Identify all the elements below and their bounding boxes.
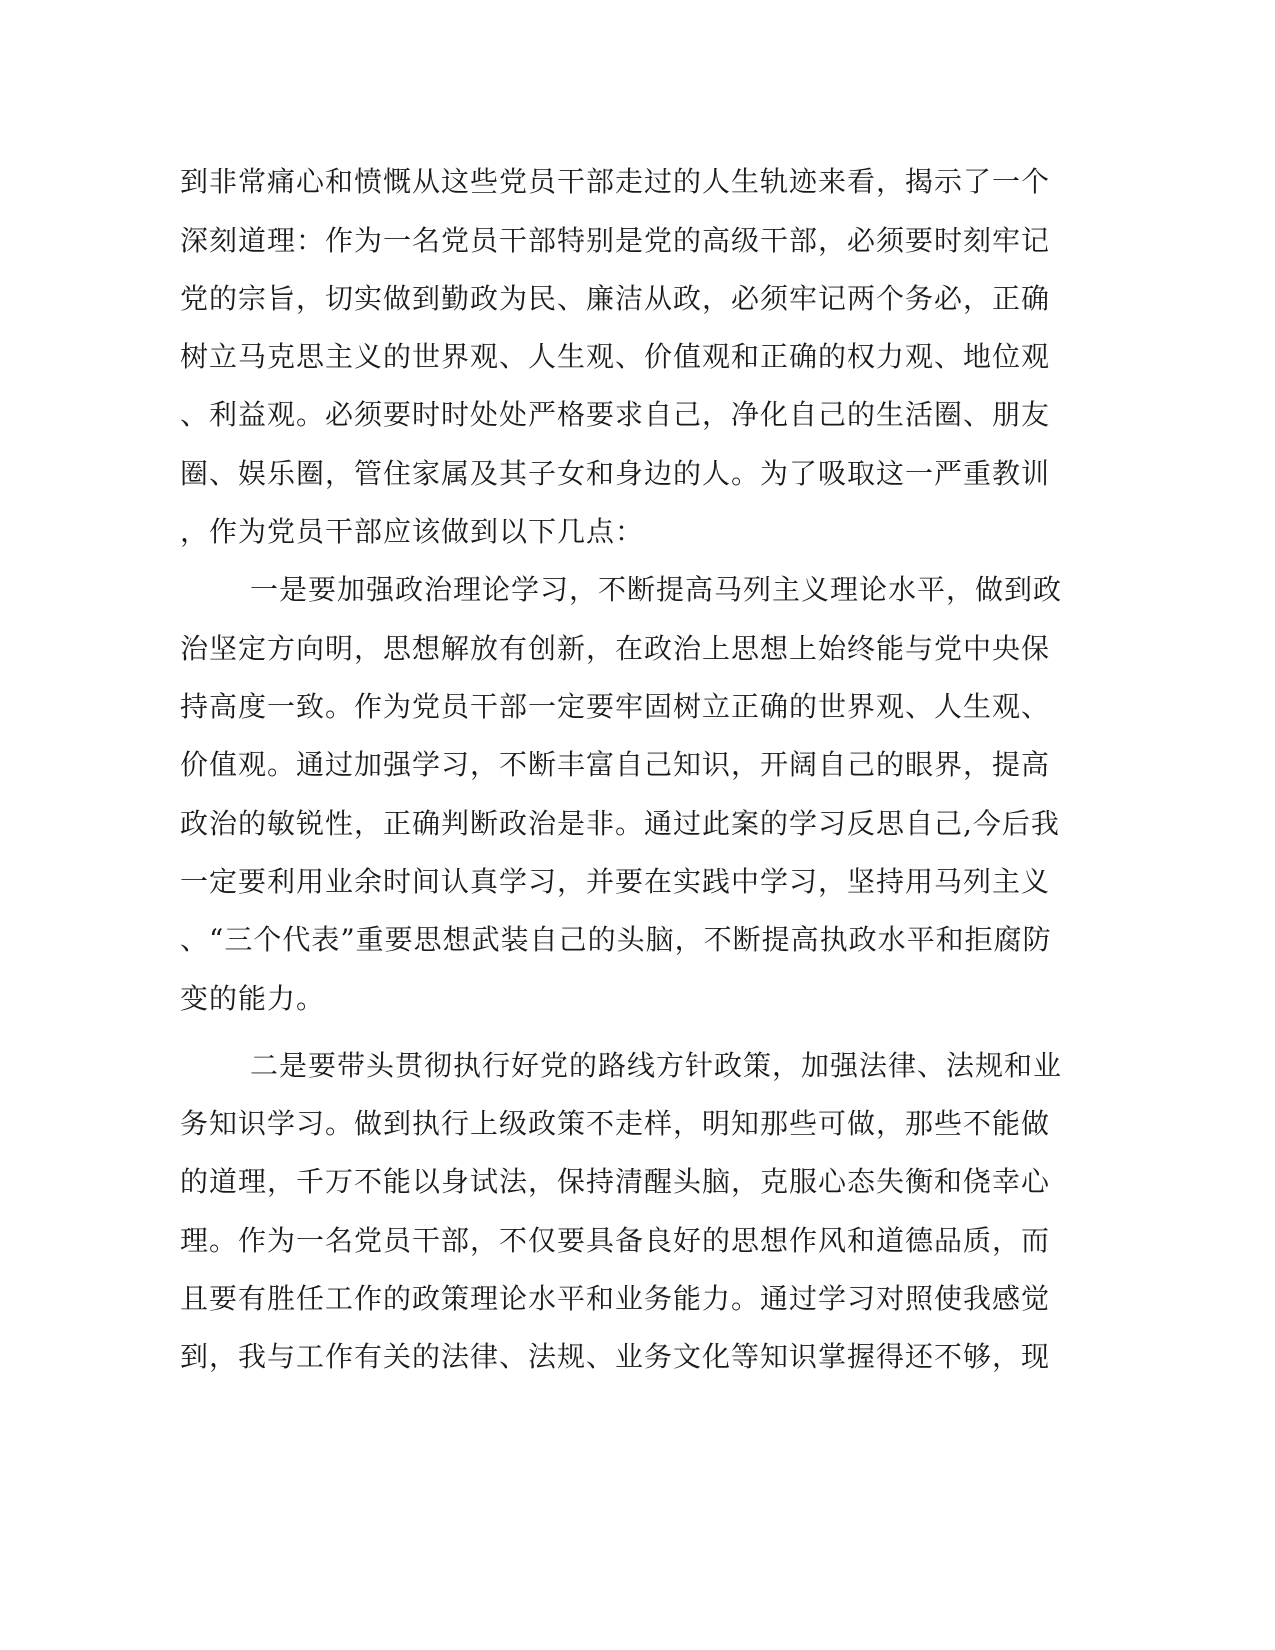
text-line: 价值观。通过加强学习，不断丰富自己知识，开阔自己的眼界，提高	[180, 748, 1051, 781]
text-line: 变的能力。	[180, 982, 326, 1015]
text-line: 一定要利用业余时间认真学习，并要在实践中学习，坚持用马列主义	[180, 865, 1051, 898]
text-line: 且要有胜任工作的政策理论水平和业务能力。通过学习对照使我感觉	[180, 1282, 1051, 1315]
paragraph-first-line: 二是要带头贯彻执行好党的路线方针政策，加强法律、法规和业	[250, 1049, 1063, 1082]
text-line: 到非常痛心和愤慨从这些党员干部走过的人生轨迹来看，揭示了一个	[180, 165, 1051, 198]
text-line: 、“三个代表”重要思想武装自己的头脑，不断提高执政水平和拒腐防	[180, 923, 1052, 956]
text-line: 的道理，千万不能以身试法，保持清醒头脑，克服心态失衡和侥幸心	[180, 1165, 1051, 1198]
text-line: 树立马克思主义的世界观、人生观、价值观和正确的权力观、地位观	[180, 340, 1051, 373]
text-line: 党的宗旨，切实做到勤政为民、廉洁从政，必须牢记两个务必，正确	[180, 282, 1051, 315]
paragraph-first-line: 一是要加强政治理论学习，不断提高马列主义理论水平，做到政	[250, 573, 1063, 606]
text-line: 政治的敏锐性，正确判断政治是非。通过此案的学习反思自己,今后我	[180, 807, 1060, 840]
text-line: 理。作为一名党员干部，不仅要具备良好的思想作风和道德品质，而	[180, 1224, 1051, 1257]
text-line: 持高度一致。作为党员干部一定要牢固树立正确的世界观、人生观、	[180, 690, 1051, 723]
text-line: 到，我与工作有关的法律、法规、业务文化等知识掌握得还不够，现	[180, 1340, 1051, 1373]
text-line: 圈、娱乐圈，管住家属及其子女和身边的人。为了吸取这一严重教训	[180, 457, 1051, 490]
text-line: ，作为党员干部应该做到以下几点：	[180, 515, 645, 548]
text-line: 、利益观。必须要时时处处严格要求自己，净化自己的生活圈、朋友	[180, 398, 1051, 431]
text-line: 深刻道理：作为一名党员干部特别是党的高级干部，必须要时刻牢记	[180, 224, 1051, 257]
text-line: 治坚定方向明，思想解放有创新，在政治上思想上始终能与党中央保	[180, 632, 1051, 665]
text-line: 务知识学习。做到执行上级政策不走样，明知那些可做，那些不能做	[180, 1107, 1051, 1140]
